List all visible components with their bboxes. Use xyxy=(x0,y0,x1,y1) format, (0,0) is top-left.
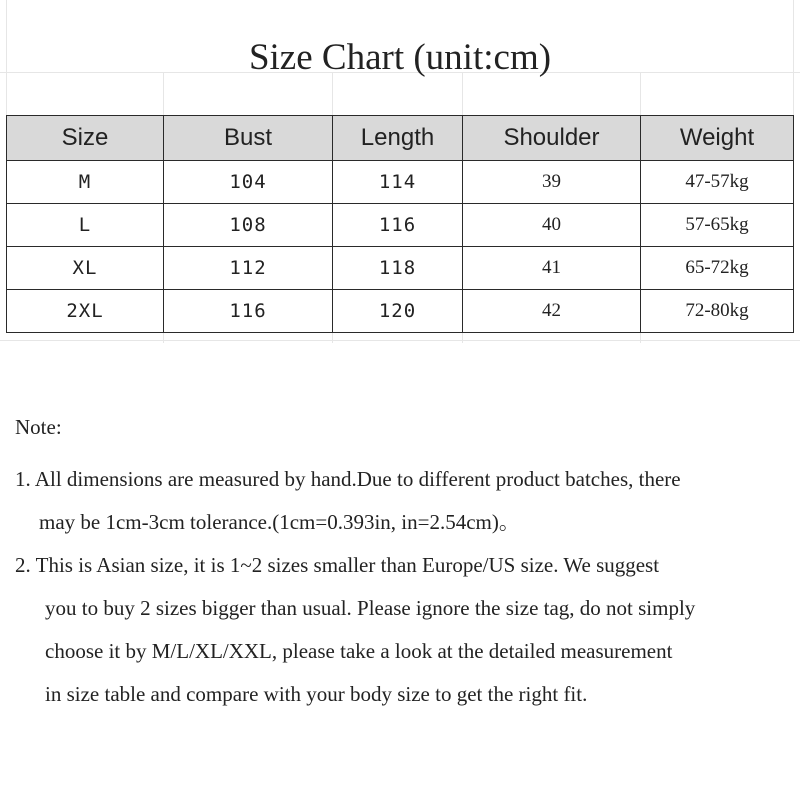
note-line: may be 1cm-3cm tolerance.(1cm=0.393in, in=2.54cm)。 xyxy=(39,510,520,534)
notes-section xyxy=(15,410,795,716)
grid-line xyxy=(332,333,333,343)
column-header-bust: Bust xyxy=(164,116,333,161)
note-line: 1. All dimensions are measured by hand.Due to different product batches, there xyxy=(15,467,681,491)
size-table xyxy=(6,115,794,333)
shoulder-cell: 39 xyxy=(463,161,641,204)
size-cell: L xyxy=(7,204,164,247)
grid-line xyxy=(0,340,800,341)
bust-cell: 104 xyxy=(164,161,333,204)
bust-cell: 108 xyxy=(164,204,333,247)
column-header-shoulder: Shoulder xyxy=(463,116,641,161)
table-row xyxy=(7,204,794,247)
shoulder-cell: 42 xyxy=(463,290,641,333)
column-header-size: Size xyxy=(7,116,164,161)
page-title: Size Chart (unit:cm) xyxy=(248,37,552,78)
note-line: choose it by M/L/XL/XXL, please take a look at the detailed measurement xyxy=(45,639,673,663)
weight-cell: 57-65kg xyxy=(641,204,794,247)
note-line: you to buy 2 sizes bigger than usual. Please ignore the size tag, do not simply xyxy=(45,596,696,620)
grid-line xyxy=(640,333,641,343)
table-row xyxy=(7,161,794,204)
grid-line xyxy=(462,333,463,343)
note-line: 2. This is Asian size, it is 1~2 sizes smaller than Europe/US size. We suggest xyxy=(15,553,660,577)
column-header-weight: Weight xyxy=(641,116,794,161)
bust-cell: 116 xyxy=(164,290,333,333)
size-cell: 2XL xyxy=(7,290,164,333)
weight-cell: 72-80kg xyxy=(641,290,794,333)
length-cell: 116 xyxy=(333,204,463,247)
length-cell: 114 xyxy=(333,161,463,204)
weight-cell: 65-72kg xyxy=(641,247,794,290)
note-line: in size table and compare with your body size to get the right fit. xyxy=(45,682,588,706)
table-header-row xyxy=(7,116,794,161)
table-row xyxy=(7,290,794,333)
bust-cell: 112 xyxy=(164,247,333,290)
length-cell: 118 xyxy=(333,247,463,290)
size-cell: M xyxy=(7,161,164,204)
column-header-length: Length xyxy=(333,116,463,161)
notes-heading: Note: xyxy=(15,415,62,439)
shoulder-cell: 41 xyxy=(463,247,641,290)
shoulder-cell: 40 xyxy=(463,204,641,247)
size-cell: XL xyxy=(7,247,164,290)
length-cell: 120 xyxy=(333,290,463,333)
grid-line xyxy=(163,333,164,343)
table-row xyxy=(7,247,794,290)
weight-cell: 47-57kg xyxy=(641,161,794,204)
